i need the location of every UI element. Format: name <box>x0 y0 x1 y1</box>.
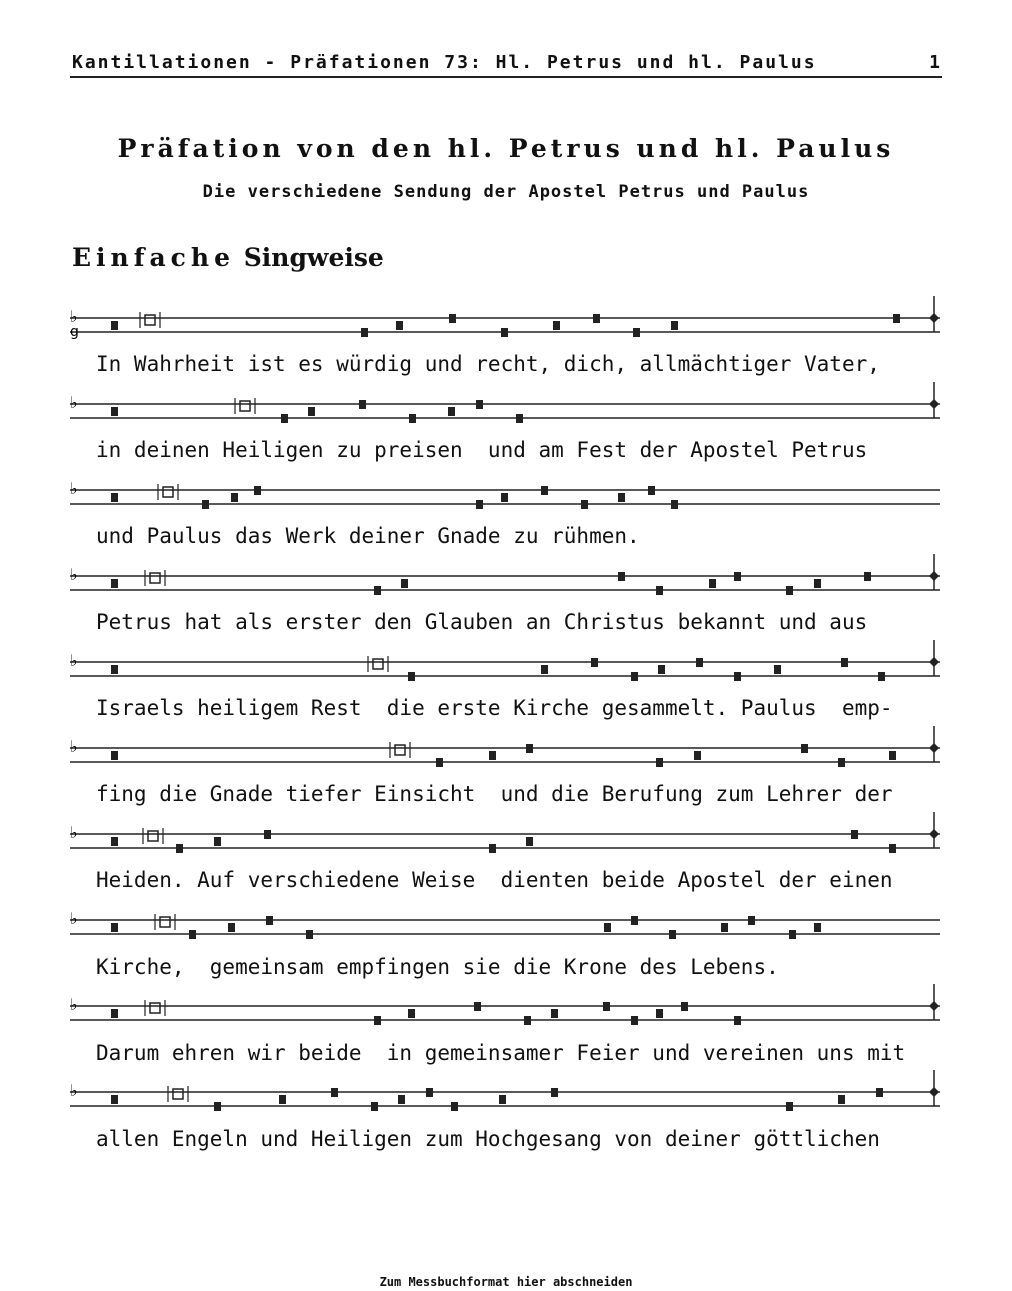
punctum-note <box>448 407 455 416</box>
punctum-note <box>604 923 611 932</box>
punctum-note <box>501 493 508 502</box>
punctum-note <box>648 486 655 495</box>
punctum-note <box>876 1088 883 1097</box>
lyric-line-7: Heiden. Auf verschiedene Weise dienten beide Apostel der einen <box>96 868 893 892</box>
punctum-note <box>279 1095 286 1104</box>
punctum-note <box>658 665 665 674</box>
punctum-note <box>553 321 560 330</box>
punctum-note <box>526 744 533 753</box>
punctum-note <box>786 586 793 595</box>
punctum-note <box>633 328 640 337</box>
punctum-note <box>669 930 676 939</box>
reciting-note <box>160 917 170 927</box>
punctum-note <box>838 1095 845 1104</box>
punctum-note <box>889 844 896 853</box>
punctum-note <box>436 758 443 767</box>
section-heading-spaced: Einfache <box>72 243 235 272</box>
reciting-note <box>163 487 173 497</box>
lyric-line-10: allen Engeln und Heiligen zum Hochgesang von deiner göttlichen <box>96 1127 880 1151</box>
punctum-note <box>111 321 118 330</box>
clef-flat-icon: ♭ <box>70 565 78 584</box>
lyric-line-2: in deinen Heiligen zu preisen und am Fest der Apostel Petrus <box>96 438 868 462</box>
punctum-note <box>656 586 663 595</box>
punctum-note <box>408 1009 415 1018</box>
punctum-note <box>111 407 118 416</box>
punctum-note <box>618 493 625 502</box>
punctum-note <box>371 1102 378 1111</box>
punctum-note <box>499 1095 506 1104</box>
lyric-line-1: In Wahrheit ist es würdig und recht, dich, allmächtiger Vater, <box>96 352 880 376</box>
punctum-note <box>306 930 313 939</box>
lyric-line-9: Darum ehren wir beide in gemeinsamer Feier und vereinen uns mit <box>96 1041 906 1065</box>
clef-flat-icon: ♭ <box>70 479 78 498</box>
reciting-note <box>240 401 250 411</box>
punctum-note <box>408 672 415 681</box>
clef-flat-icon: ♭ <box>70 737 78 756</box>
punctum-note <box>591 658 598 667</box>
punctum-note <box>551 1088 558 1097</box>
punctum-note <box>214 1102 221 1111</box>
punctum-note <box>266 916 273 925</box>
punctum-note <box>374 1016 381 1025</box>
punctum-note <box>111 1095 118 1104</box>
section-heading-rest: Singweise <box>243 243 384 272</box>
lyric-line-8: Kirche, gemeinsam empfingen sie die Krone des Lebens. <box>96 955 779 979</box>
punctum-note <box>361 328 368 337</box>
lyric-line-6: fing die Gnade tiefer Einsicht und die Berufung zum Lehrer der <box>96 782 893 806</box>
punctum-note <box>516 414 523 423</box>
punctum-note <box>671 321 678 330</box>
punctum-note <box>489 844 496 853</box>
punctum-note <box>694 751 701 760</box>
punctum-note <box>426 1088 433 1097</box>
punctum-note <box>524 1016 531 1025</box>
punctum-note <box>476 400 483 409</box>
punctum-note <box>501 328 508 337</box>
reciting-note <box>395 745 405 755</box>
punctum-note <box>398 1095 405 1104</box>
punctum-note <box>814 579 821 588</box>
punctum-note <box>111 579 118 588</box>
punctum-note <box>603 1002 610 1011</box>
punctum-note <box>656 758 663 767</box>
clef-letter: g <box>70 324 79 340</box>
page-title: Präfation von den hl. Petrus und hl. Paulus <box>117 134 895 163</box>
punctum-note <box>734 572 741 581</box>
punctum-note <box>111 923 118 932</box>
final-note <box>929 657 939 667</box>
reciting-note <box>150 573 160 583</box>
clef-flat-icon: ♭ <box>70 823 78 842</box>
punctum-note <box>581 500 588 509</box>
punctum-note <box>476 500 483 509</box>
punctum-note <box>541 665 548 674</box>
punctum-note <box>774 665 781 674</box>
punctum-note <box>189 930 196 939</box>
punctum-note <box>111 493 118 502</box>
punctum-note <box>264 830 271 839</box>
punctum-note <box>734 1016 741 1025</box>
punctum-note <box>878 672 885 681</box>
lyric-line-4: Petrus hat als erster den Glauben an Christus bekannt und aus <box>96 610 868 634</box>
punctum-note <box>449 314 456 323</box>
punctum-note <box>409 414 416 423</box>
punctum-note <box>228 923 235 932</box>
page-subtitle: Die verschiedene Sendung der Apostel Petrus und Paulus <box>202 182 810 202</box>
punctum-note <box>308 407 315 416</box>
punctum-note <box>631 916 638 925</box>
punctum-note <box>231 493 238 502</box>
clef-flat-icon: ♭ <box>70 651 78 670</box>
final-note <box>929 1087 939 1097</box>
punctum-note <box>281 414 288 423</box>
punctum-note <box>814 923 821 932</box>
clef-flat-icon: ♭ <box>70 995 78 1014</box>
punctum-note <box>474 1002 481 1011</box>
punctum-note <box>551 1009 558 1018</box>
punctum-note <box>681 1002 688 1011</box>
reciting-note <box>145 315 155 325</box>
punctum-note <box>593 314 600 323</box>
punctum-note <box>401 579 408 588</box>
cut-line-note: Zum Messbuchformat hier abschneiden <box>379 1275 633 1289</box>
punctum-note <box>748 916 755 925</box>
header-title: Kantillationen - Präfationen 73: Hl. Petrus und hl. Paulus <box>72 52 817 73</box>
final-note <box>929 1001 939 1011</box>
punctum-note <box>202 500 209 509</box>
punctum-note <box>721 923 728 932</box>
punctum-note <box>526 837 533 846</box>
punctum-note <box>176 844 183 853</box>
final-note <box>929 399 939 409</box>
punctum-note <box>618 572 625 581</box>
lyric-line-5: Israels heiligem Rest die erste Kirche gesammelt. Paulus emp- <box>96 696 893 720</box>
reciting-note <box>373 659 383 669</box>
punctum-note <box>359 400 366 409</box>
punctum-note <box>671 500 678 509</box>
punctum-note <box>111 665 118 674</box>
punctum-note <box>396 321 403 330</box>
clef-flat-icon: ♭ <box>70 393 78 412</box>
punctum-note <box>214 837 221 846</box>
reciting-note <box>148 831 158 841</box>
clef-flat-icon: ♭ <box>70 909 78 928</box>
punctum-note <box>893 314 900 323</box>
punctum-note <box>801 744 808 753</box>
punctum-note <box>656 1009 663 1018</box>
punctum-note <box>111 1009 118 1018</box>
punctum-note <box>734 672 741 681</box>
punctum-note <box>709 579 716 588</box>
punctum-note <box>851 830 858 839</box>
punctum-note <box>696 658 703 667</box>
punctum-note <box>331 1088 338 1097</box>
punctum-note <box>789 930 796 939</box>
clef-flat-icon: ♭ <box>70 307 78 326</box>
punctum-note <box>111 751 118 760</box>
page-number: 1 <box>929 52 940 73</box>
punctum-note <box>864 572 871 581</box>
clef-flat-icon: ♭ <box>70 1081 78 1100</box>
punctum-note <box>374 586 381 595</box>
punctum-note <box>889 751 896 760</box>
punctum-note <box>631 1016 638 1025</box>
reciting-note <box>173 1089 183 1099</box>
punctum-note <box>838 758 845 767</box>
lyric-line-3: und Paulus das Werk deiner Gnade zu rühmen. <box>96 524 640 548</box>
punctum-note <box>841 658 848 667</box>
punctum-note <box>786 1102 793 1111</box>
punctum-note <box>541 486 548 495</box>
punctum-note <box>254 486 261 495</box>
punctum-note <box>451 1102 458 1111</box>
final-note <box>929 829 939 839</box>
final-note <box>929 571 939 581</box>
punctum-note <box>631 672 638 681</box>
final-note <box>929 313 939 323</box>
punctum-note <box>489 751 496 760</box>
reciting-note <box>150 1003 160 1013</box>
final-note <box>929 743 939 753</box>
punctum-note <box>111 837 118 846</box>
